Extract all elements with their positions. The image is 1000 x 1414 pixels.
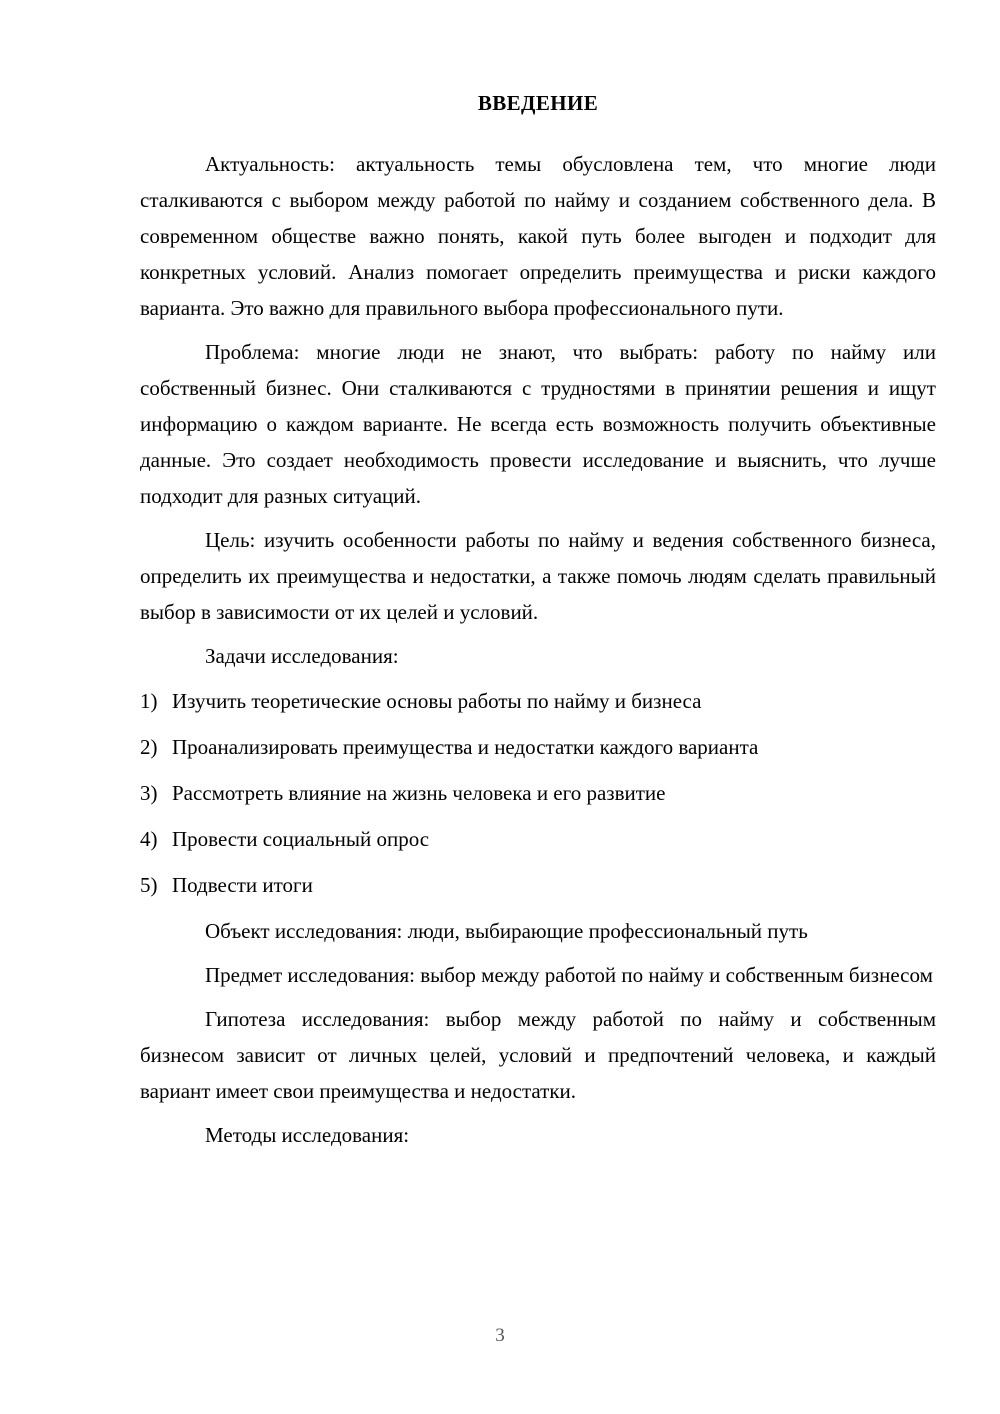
- list-item-label: Подвести итоги: [172, 872, 313, 897]
- tasks-list: [140, 683, 936, 903]
- list-item-label: Изучить теоретические основы работы по найму и бизнеса: [172, 688, 702, 713]
- list-item-marker: 4): [140, 826, 158, 851]
- paragraph-relevance: Актуальность: актуальность темы обусловлена тем, что многие люди сталкиваются с выбором между работой по найму и созданием собственного дела. В современном обществе важно понять, какой путь более выгоден и подходит для конкретных условий. Анализ помогает определить преимущества и риски каждого варианта. Это важно для правильного выбора профессионального пути.: [140, 151, 936, 320]
- page-title: ВВЕДЕНИЕ: [477, 91, 599, 115]
- list-item-marker: 2): [140, 734, 158, 759]
- list-item-marker: 5): [140, 872, 158, 897]
- list-item-label: Проанализировать преимущества и недостатки каждого варианта: [172, 734, 759, 759]
- document-body: [140, 88, 936, 1161]
- list-item: [140, 683, 936, 719]
- list-item: [140, 729, 936, 765]
- list-item-label: Рассмотреть влияние на жизнь человека и его развитие: [172, 780, 666, 805]
- paragraph-goal: Цель: изучить особенности работы по найму и ведения собственного бизнеса, определить их преимущества и недостатки, а также помочь людям сделать правильный выбор в зависимости от их целей и условий.: [140, 527, 936, 624]
- paragraph-object: Объект исследования: люди, выбирающие профессиональный путь: [205, 918, 808, 943]
- paragraph-hypothesis: Гипотеза исследования: выбор между работой по найму и собственным бизнесом зависит от личных целей, условий и предпочтений человека, и каждый вариант имеет свои преимущества и недостатки.: [140, 1006, 936, 1103]
- list-item-marker: 1): [140, 688, 158, 713]
- list-item: [140, 775, 936, 811]
- page-number: 3: [495, 1325, 505, 1346]
- list-item: [140, 867, 936, 903]
- methods-heading: Методы исследования:: [205, 1122, 410, 1147]
- tasks-heading: Задачи исследования:: [205, 643, 399, 668]
- paragraph-subject: Предмет исследования: выбор между работой по найму и собственным бизнесом: [205, 962, 933, 987]
- paragraph-problem: Проблема: многие люди не знают, что выбрать: работу по найму или собственный бизнес. Они сталкиваются с трудностями в принятии решения и ищут информацию о каждом варианте. Не всегда есть возможность получить объективные данные. Это создает необходимость провести исследование и выяснить, что лучше подходит для разных ситуаций.: [140, 339, 936, 508]
- list-item-label: Провести социальный опрос: [172, 826, 430, 851]
- list-item-marker: 3): [140, 780, 158, 805]
- list-item: [140, 821, 936, 857]
